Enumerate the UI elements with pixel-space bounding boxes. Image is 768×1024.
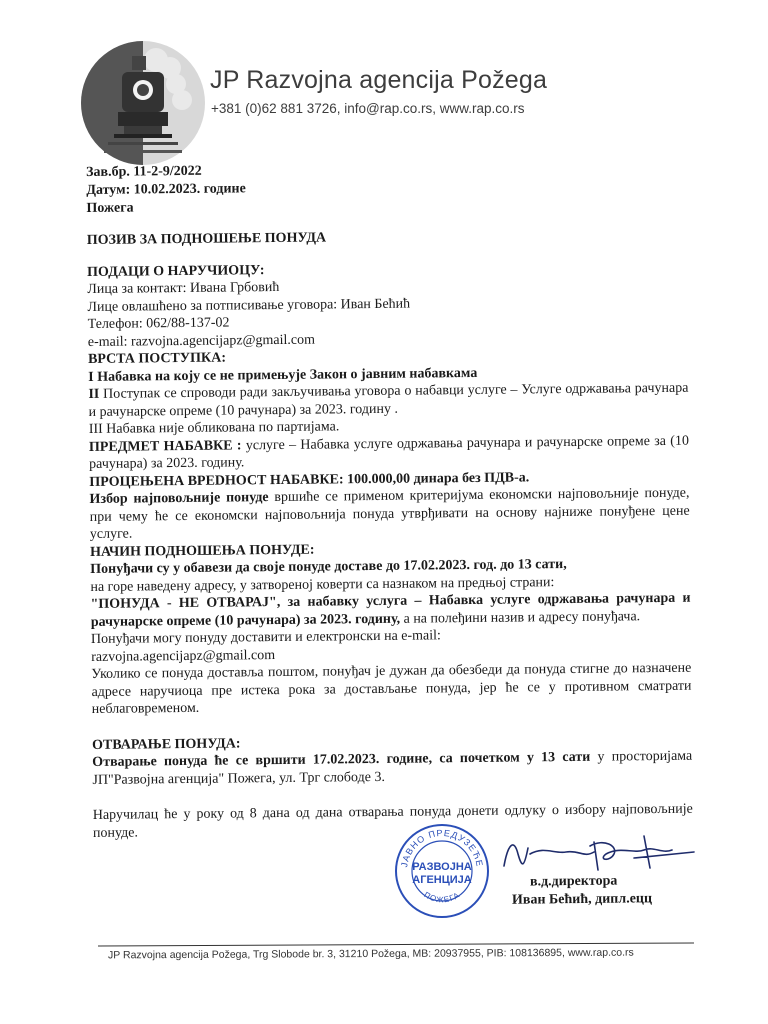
document-body [86,158,693,842]
org-name: JP Razvojna agencija Požega [210,66,548,94]
selection-label: Избор најповољније понуде [89,490,269,507]
org-contact: +381 (0)62 881 3726, info@rap.co.rs, www.rap.co.rs [211,101,525,116]
submission-envelope: на горе наведену адресу, у затвореној коверти са назнаком на предњој страни: [90,574,555,595]
submission-postal: Уколико се понуда доставља поштом, понуђач је дужан да обезбеди да понуда стигне до назначене адресе наручиоца пре истека рока за достављање понуда, јер ће се у противном сматрати неблаговременом. [91,660,692,717]
submission-marking [91,590,691,631]
contact-person: Лица за контакт: Ивана Грбовић [87,279,280,297]
svg-text:АГЕНЦИЈА: АГЕНЦИЈА [412,874,472,886]
procedure-item-2-label: II [88,386,100,402]
decision-paragraph: Наручилац ће у року од 8 дана од дана отварања понуда донети одлуку о избору најповољније понуде. [92,801,693,841]
phone: Телефон: 062/88-137-02 [87,315,230,332]
svg-text:ПОЖЕГА: ПОЖЕГА [422,890,462,905]
document-date: Датум: 10.02.2023. године [86,181,246,198]
opening-heading: ОТВАРАЊЕ ПОНУДА: [92,735,241,753]
submission-marking-rest: а на полеђини назив и адресу понуђача. [399,608,641,627]
opening-rest: у просторијама ЈП"Развојна агенција" Пожега, ул. Трг слободе 3. [92,748,693,788]
selection-paragraph [89,485,690,544]
signatory: Лице овлашћено за потписивање уговора: Иван Бећић [87,296,411,315]
subject-text: услуге – Набавка услуге одржавања рачунара и рачунарске опреме за (10 рачунара) за 2023. годину. [89,433,689,472]
submission-marking-bold: "ПОНУДА - НЕ ОТВАРАЈ", за набавку услуга – Набавка услуге одржавања рачунара и рачунарске опреме (10 рачунара) за 2023. годину, [90,590,691,630]
submission-deadline: Понуђачи су у обавези да своје понуде доставе до 17.02.2023. год. до 13 сати, [90,556,567,577]
procedure-heading: ВРСТА ПОСТУПКА: [87,350,227,367]
subject-label: ПРЕДМЕТ НАБАВКЕ : [88,437,242,455]
locomotive-icon [78,38,208,168]
submission-heading: НАЧИН ПОДНОШЕЊА ПОНУДЕ: [89,542,315,560]
submission-email-line: Понуђачи могу понуду доставити и електронски на e-mail: [90,628,441,647]
document-title: ПОЗИВ ЗА ПОДНОШЕЊЕ ПОНУДА [86,230,327,248]
opening-bold: Отварање понуда ће се вршити 17.02.2023. године, са почетком у 13 сати [92,749,591,770]
signatory-title: в.д.директора [529,873,618,890]
submission-email: razvojna.agencijapz@gmail.com [91,647,276,665]
reference-number: Зав.бр. 11-2-9/2022 [86,163,202,180]
client-heading: ПОДАЦИ О НАРУЧИОЦУ: [87,262,265,280]
procedure-item-1: I Набавка на коју се не примењује Закон о јавним набавкама [88,365,478,385]
footer-text: JP Razvojna agencija Požega, Trg Slobode br. 3, 31210 Požega, MB: 20937955, PIB: 108136895, www.rap.co.rs [107,946,634,962]
official-stamp [393,822,491,920]
client-email: e-mail: razvojna.agencijapz@gmail.com [87,332,316,350]
svg-text:ЈАВНО ПРЕДУЗЕЋЕ: ЈАВНО ПРЕДУЗЕЋЕ [399,827,485,868]
document-city: Пожега [86,200,134,216]
signatory-name: Иван Бећић, дипл.ецц [511,891,653,908]
selection-text: вршиће се применом критеријума економски најповољније понуде, при чему ће се економски најповољнија понуда утврђивати на основу најниже понуђене цене услуге. [89,485,690,542]
procedure-item-2-text: Поступак се спроводи ради закључивања уговора о набавци услуге – Услуге одржавања рачунара и рачунарске опреме (10 рачунара) за 2023. годину . [88,380,689,420]
estimated-value: ПРОЦЕЊЕНА ВРЕDНОСТ НАБАВКЕ: 100.000,00 динара без ПДВ-а. [89,469,530,490]
svg-text:РАЗВОЈНА: РАЗВОЈНА [412,861,472,873]
procedure-item-3: III Набавка није обликована по партијама. [88,419,340,437]
